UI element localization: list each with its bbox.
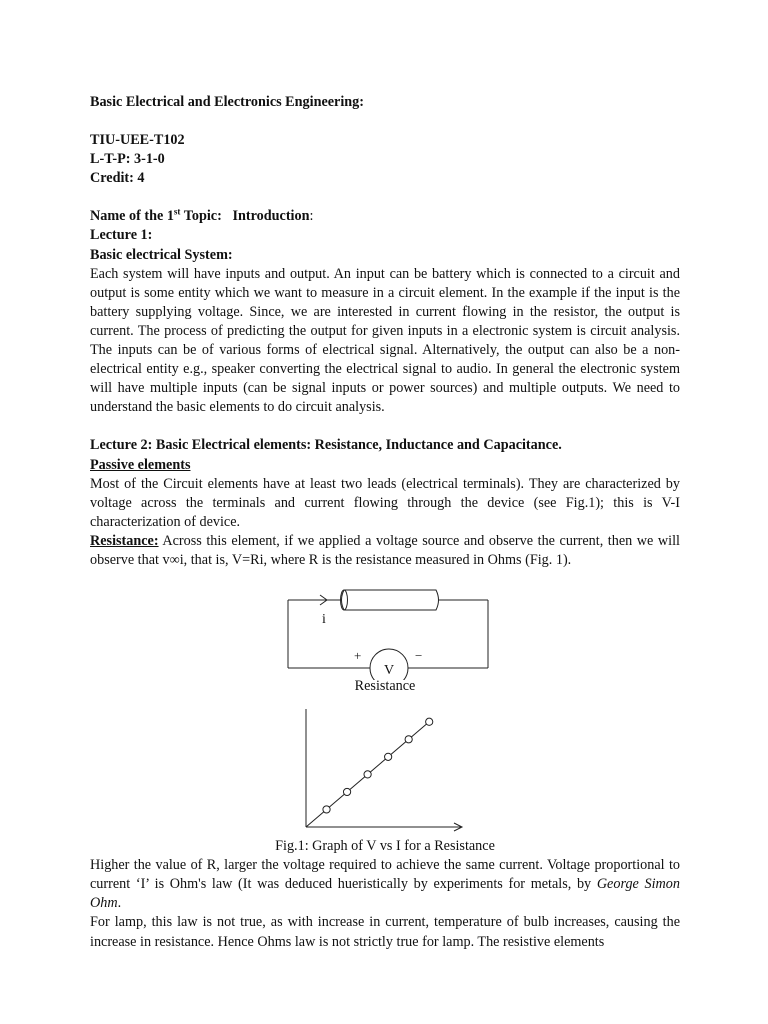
topic-colon: : [309,208,314,225]
resistance-paragraph [90,532,680,570]
lamp-paragraph: For lamp, this law is not true, as with increase in current, temperature of bulb increases, causing the increase in resistance. Hence Ohms law is not strictly true for lamp. The resistive elements [90,914,680,950]
circuit-caption: Resistance [354,678,416,695]
data-point [364,771,371,778]
ohm-name: George Simon Ohm [90,876,680,912]
credit-line: Credit: 4 [90,170,145,187]
ohms-law-paragraph [90,856,680,913]
lecture1-body: Each system will have inputs and output. An input can be battery which is connected to a circuit and output is some entity which we want to measure in a circuit element. In the example if the input is the battery supplying voltage. Since, we are interested in current flowing in the resistor, the output is current. The process of predicting the output for given inputs in a electronic system is circuit analysis. The inputs can be of various forms of electrical signal. Alternatively, the output can also be a non-electrical entity e.g., speaker converting the electrical signal to audio. In general the electronic system will have multiple inputs (can be signal inputs or power sources) and multiple outputs. We need to understand the basic elements to do circuit analysis. [90,265,680,416]
topic-line [90,207,680,226]
lecture1-heading: Lecture 1: [90,227,153,244]
topic-prefix: Name of the 1 [90,208,174,225]
current-arrow-icon [310,595,327,605]
lecture2-heading: Lecture 2: Basic Electrical elements: Resistance, Inductance and Capacitance. [90,437,562,454]
data-point [343,788,350,795]
circuit-figure [90,570,680,698]
data-point [323,806,330,813]
vi-graph-figure [90,705,680,837]
passive-body: Most of the Circuit elements have at least two leads (electrical terminals). They are characterized by voltage across the terminals and current flowing through the device (see Fig.1); this is V-I characterization of device. [90,475,680,530]
circuit-diagram [90,570,680,680]
resistance-body: Across this element, if we applied a voltage source and observe the current, then we will observe that v∞i, that is, V=Ri, where R is the resistance measured in Ohms (Fig. 1). [90,532,680,568]
data-point [405,736,412,743]
course-title: Basic Electrical and Electronics Engineering: [90,94,365,110]
data-point [385,753,392,760]
data-point [426,718,433,725]
passive-heading: Passive elements [90,456,191,473]
minus-sign: − [415,648,423,664]
current-label: i [322,612,326,628]
graph-caption: Fig.1: Graph of V vs I for a Resistance [275,838,495,855]
ltp-line: L-T-P: 3-1-0 [90,151,165,168]
resistor-symbol [341,590,439,610]
ohms-law-end: . [117,895,122,912]
topic-name: Introduction [232,208,310,225]
topic-sup: st [173,206,181,217]
course-code: TIU-UEE-T102 [90,132,185,149]
topic-suffix: Topic: [180,208,222,225]
document-content [90,93,680,952]
vi-graph [90,705,680,837]
ohms-law-text: Higher the value of R, larger the voltage required to achieve the same current. Voltage proportional to current ‘I’ is Ohm's law (It was deduced hueristically by experiments for metals, by [90,857,680,893]
resistance-label: Resistance: [90,532,159,549]
plus-sign: + [354,648,362,664]
lecture1-subheading: Basic electrical System: [90,246,233,263]
source-label: V [383,663,395,679]
